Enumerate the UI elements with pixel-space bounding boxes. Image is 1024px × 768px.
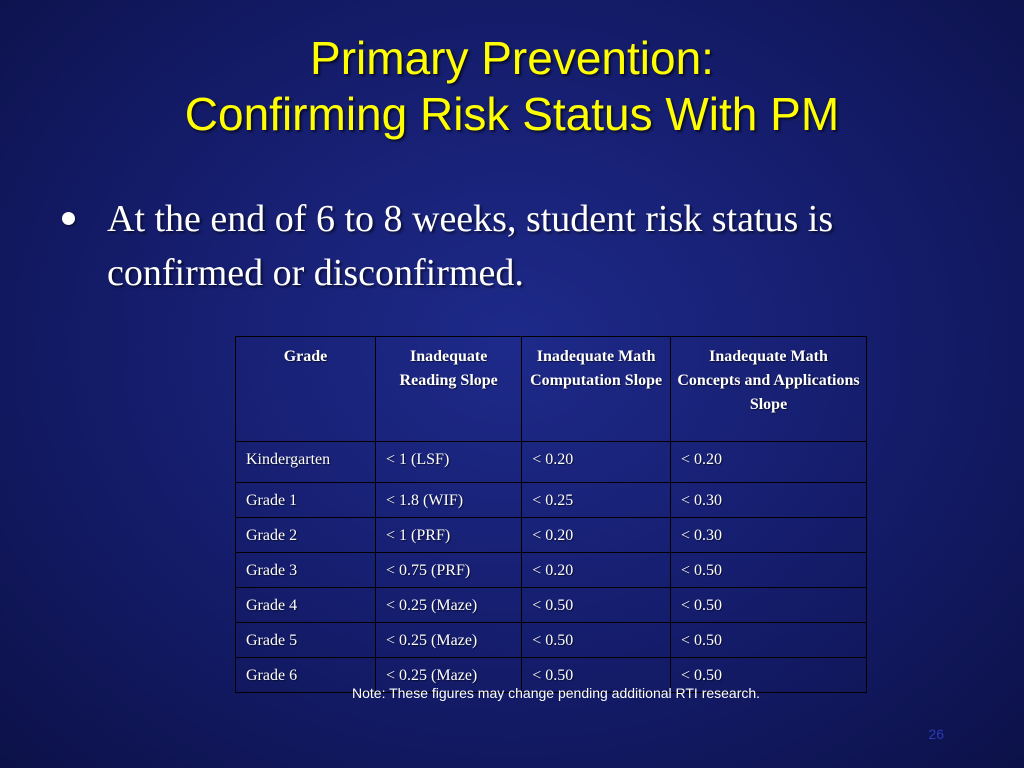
cell-grade: Grade 5 bbox=[236, 623, 376, 658]
table-row bbox=[236, 553, 867, 588]
cell-math-concepts-slope: < 0.50 bbox=[671, 658, 867, 693]
cell-reading-slope: < 1 (LSF) bbox=[376, 442, 522, 483]
table-row bbox=[236, 623, 867, 658]
header-grade: Grade bbox=[236, 337, 376, 442]
page-number: 26 bbox=[928, 726, 944, 742]
cell-math-concepts-slope: < 0.50 bbox=[671, 623, 867, 658]
bullet-point bbox=[62, 192, 962, 300]
cell-reading-slope: < 0.25 (Maze) bbox=[376, 588, 522, 623]
header-math-computation-slope: Inadequate Math Computation Slope bbox=[522, 337, 671, 442]
cell-reading-slope: < 1 (PRF) bbox=[376, 518, 522, 553]
cell-reading-slope: < 0.25 (Maze) bbox=[376, 623, 522, 658]
cell-math-concepts-slope: < 0.50 bbox=[671, 553, 867, 588]
cell-math-computation-slope: < 0.50 bbox=[522, 588, 671, 623]
cell-reading-slope: < 1.8 (WIF) bbox=[376, 483, 522, 518]
cell-math-concepts-slope: < 0.30 bbox=[671, 483, 867, 518]
header-math-concepts-slope: Inadequate Math Concepts and Applications Slope bbox=[671, 337, 867, 442]
cell-math-concepts-slope: < 0.30 bbox=[671, 518, 867, 553]
table-row bbox=[236, 588, 867, 623]
cell-grade: Grade 3 bbox=[236, 553, 376, 588]
slide-title-line-2: Confirming Risk Status With PM bbox=[184, 88, 840, 140]
table-row bbox=[236, 442, 867, 483]
cell-grade: Grade 6 bbox=[236, 658, 376, 693]
cell-math-computation-slope: < 0.50 bbox=[522, 623, 671, 658]
cell-grade: Grade 4 bbox=[236, 588, 376, 623]
cell-math-computation-slope: < 0.20 bbox=[522, 442, 671, 483]
table-row bbox=[236, 483, 867, 518]
table-footnote: Note: These figures may change pending additional RTI research. bbox=[352, 685, 761, 701]
slide-title bbox=[0, 30, 1024, 142]
slide-title-line-1: Primary Prevention: bbox=[310, 32, 714, 84]
table-row bbox=[236, 518, 867, 553]
table-header-row bbox=[236, 337, 867, 442]
cell-math-computation-slope: < 0.20 bbox=[522, 518, 671, 553]
risk-slope-table bbox=[235, 336, 867, 693]
cell-grade: Grade 1 bbox=[236, 483, 376, 518]
cell-reading-slope: < 0.75 (PRF) bbox=[376, 553, 522, 588]
header-reading-slope: Inadequate Reading Slope bbox=[376, 337, 522, 442]
cell-math-concepts-slope: < 0.50 bbox=[671, 588, 867, 623]
cell-grade: Grade 2 bbox=[236, 518, 376, 553]
cell-reading-slope: < 0.25 (Maze) bbox=[376, 658, 522, 693]
bullet-dot-icon bbox=[62, 212, 75, 225]
cell-math-computation-slope: < 0.25 bbox=[522, 483, 671, 518]
cell-math-computation-slope: < 0.50 bbox=[522, 658, 671, 693]
bullet-text: At the end of 6 to 8 weeks, student risk status is confirmed or disconfirmed. bbox=[107, 198, 834, 294]
cell-grade: Kindergarten bbox=[236, 442, 376, 483]
cell-math-concepts-slope: < 0.20 bbox=[671, 442, 867, 483]
cell-math-computation-slope: < 0.20 bbox=[522, 553, 671, 588]
